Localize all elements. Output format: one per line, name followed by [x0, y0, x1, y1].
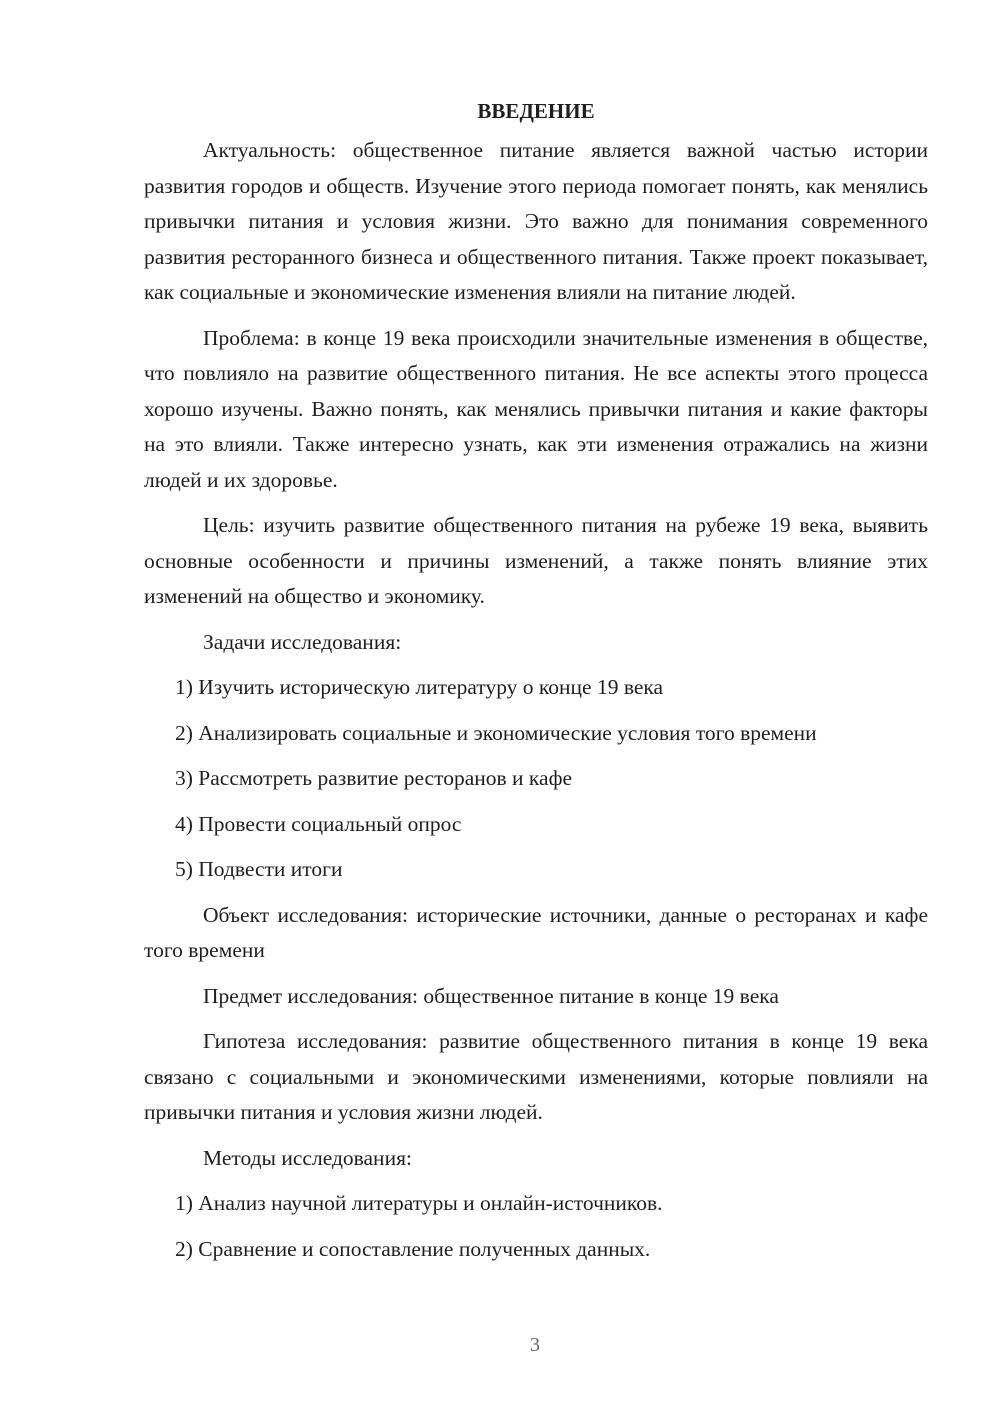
task-item: 2) Анализировать социальные и экономические условия того времени: [175, 720, 817, 745]
subject-paragraph: Предмет исследования: общественное питание в конце 19 века: [203, 983, 779, 1008]
task-item: 1) Изучить историческую литературу о конце 19 века: [175, 675, 664, 699]
task-item: 4) Провести социальный опрос: [175, 811, 462, 836]
method-item: 1) Анализ научной литературы и онлайн-источников.: [175, 1191, 663, 1215]
relevance-paragraph: Актуальность: общественное питание является важной частью истории развития городов и обществ. Изучение этого периода помогает понять, как менялись привычки питания и условия жизни. Это важно для понимания современного развития ресторанного бизнеса и общественного питания. Также проект показывает, как социальные и экономические изменения влияли на питание людей.: [144, 138, 928, 304]
tasks-title: Задачи исследования:: [203, 629, 402, 654]
object-paragraph: Объект исследования: исторические источники, данные о ресторанах и кафе того времени: [144, 902, 928, 962]
document-page: [144, 94, 928, 1277]
method-item: 2) Сравнение и сопоставление полученных данных.: [175, 1236, 651, 1261]
hypothesis-paragraph: Гипотеза исследования: развитие общественного питания в конце 19 века связано с социальными и экономическими изменениями, которые повлияли на привычки питания и условия жизни людей.: [144, 1029, 928, 1124]
task-item: 3) Рассмотреть развитие ресторанов и кафе: [175, 766, 573, 790]
task-item: 5) Подвести итоги: [175, 857, 343, 881]
page-number: 3: [530, 1334, 540, 1356]
methods-title: Методы исследования:: [203, 1145, 412, 1170]
section-heading: ВВЕДЕНИЕ: [477, 99, 595, 123]
problem-paragraph: Проблема: в конце 19 века происходили значительные изменения в обществе, что повлияло на развитие общественного питания. Не все аспекты этого процесса хорошо изучены. Важно понять, как менялись привычки питания и какие факторы на это влияли. Также интересно узнать, как эти изменения отражались на жизни людей и их здоровье.: [144, 325, 928, 492]
goal-paragraph: Цель: изучить развитие общественного питания на рубеже 19 века, выявить основные особенности и причины изменений, а также понять влияние этих изменений на общество и экономику.: [144, 513, 928, 608]
